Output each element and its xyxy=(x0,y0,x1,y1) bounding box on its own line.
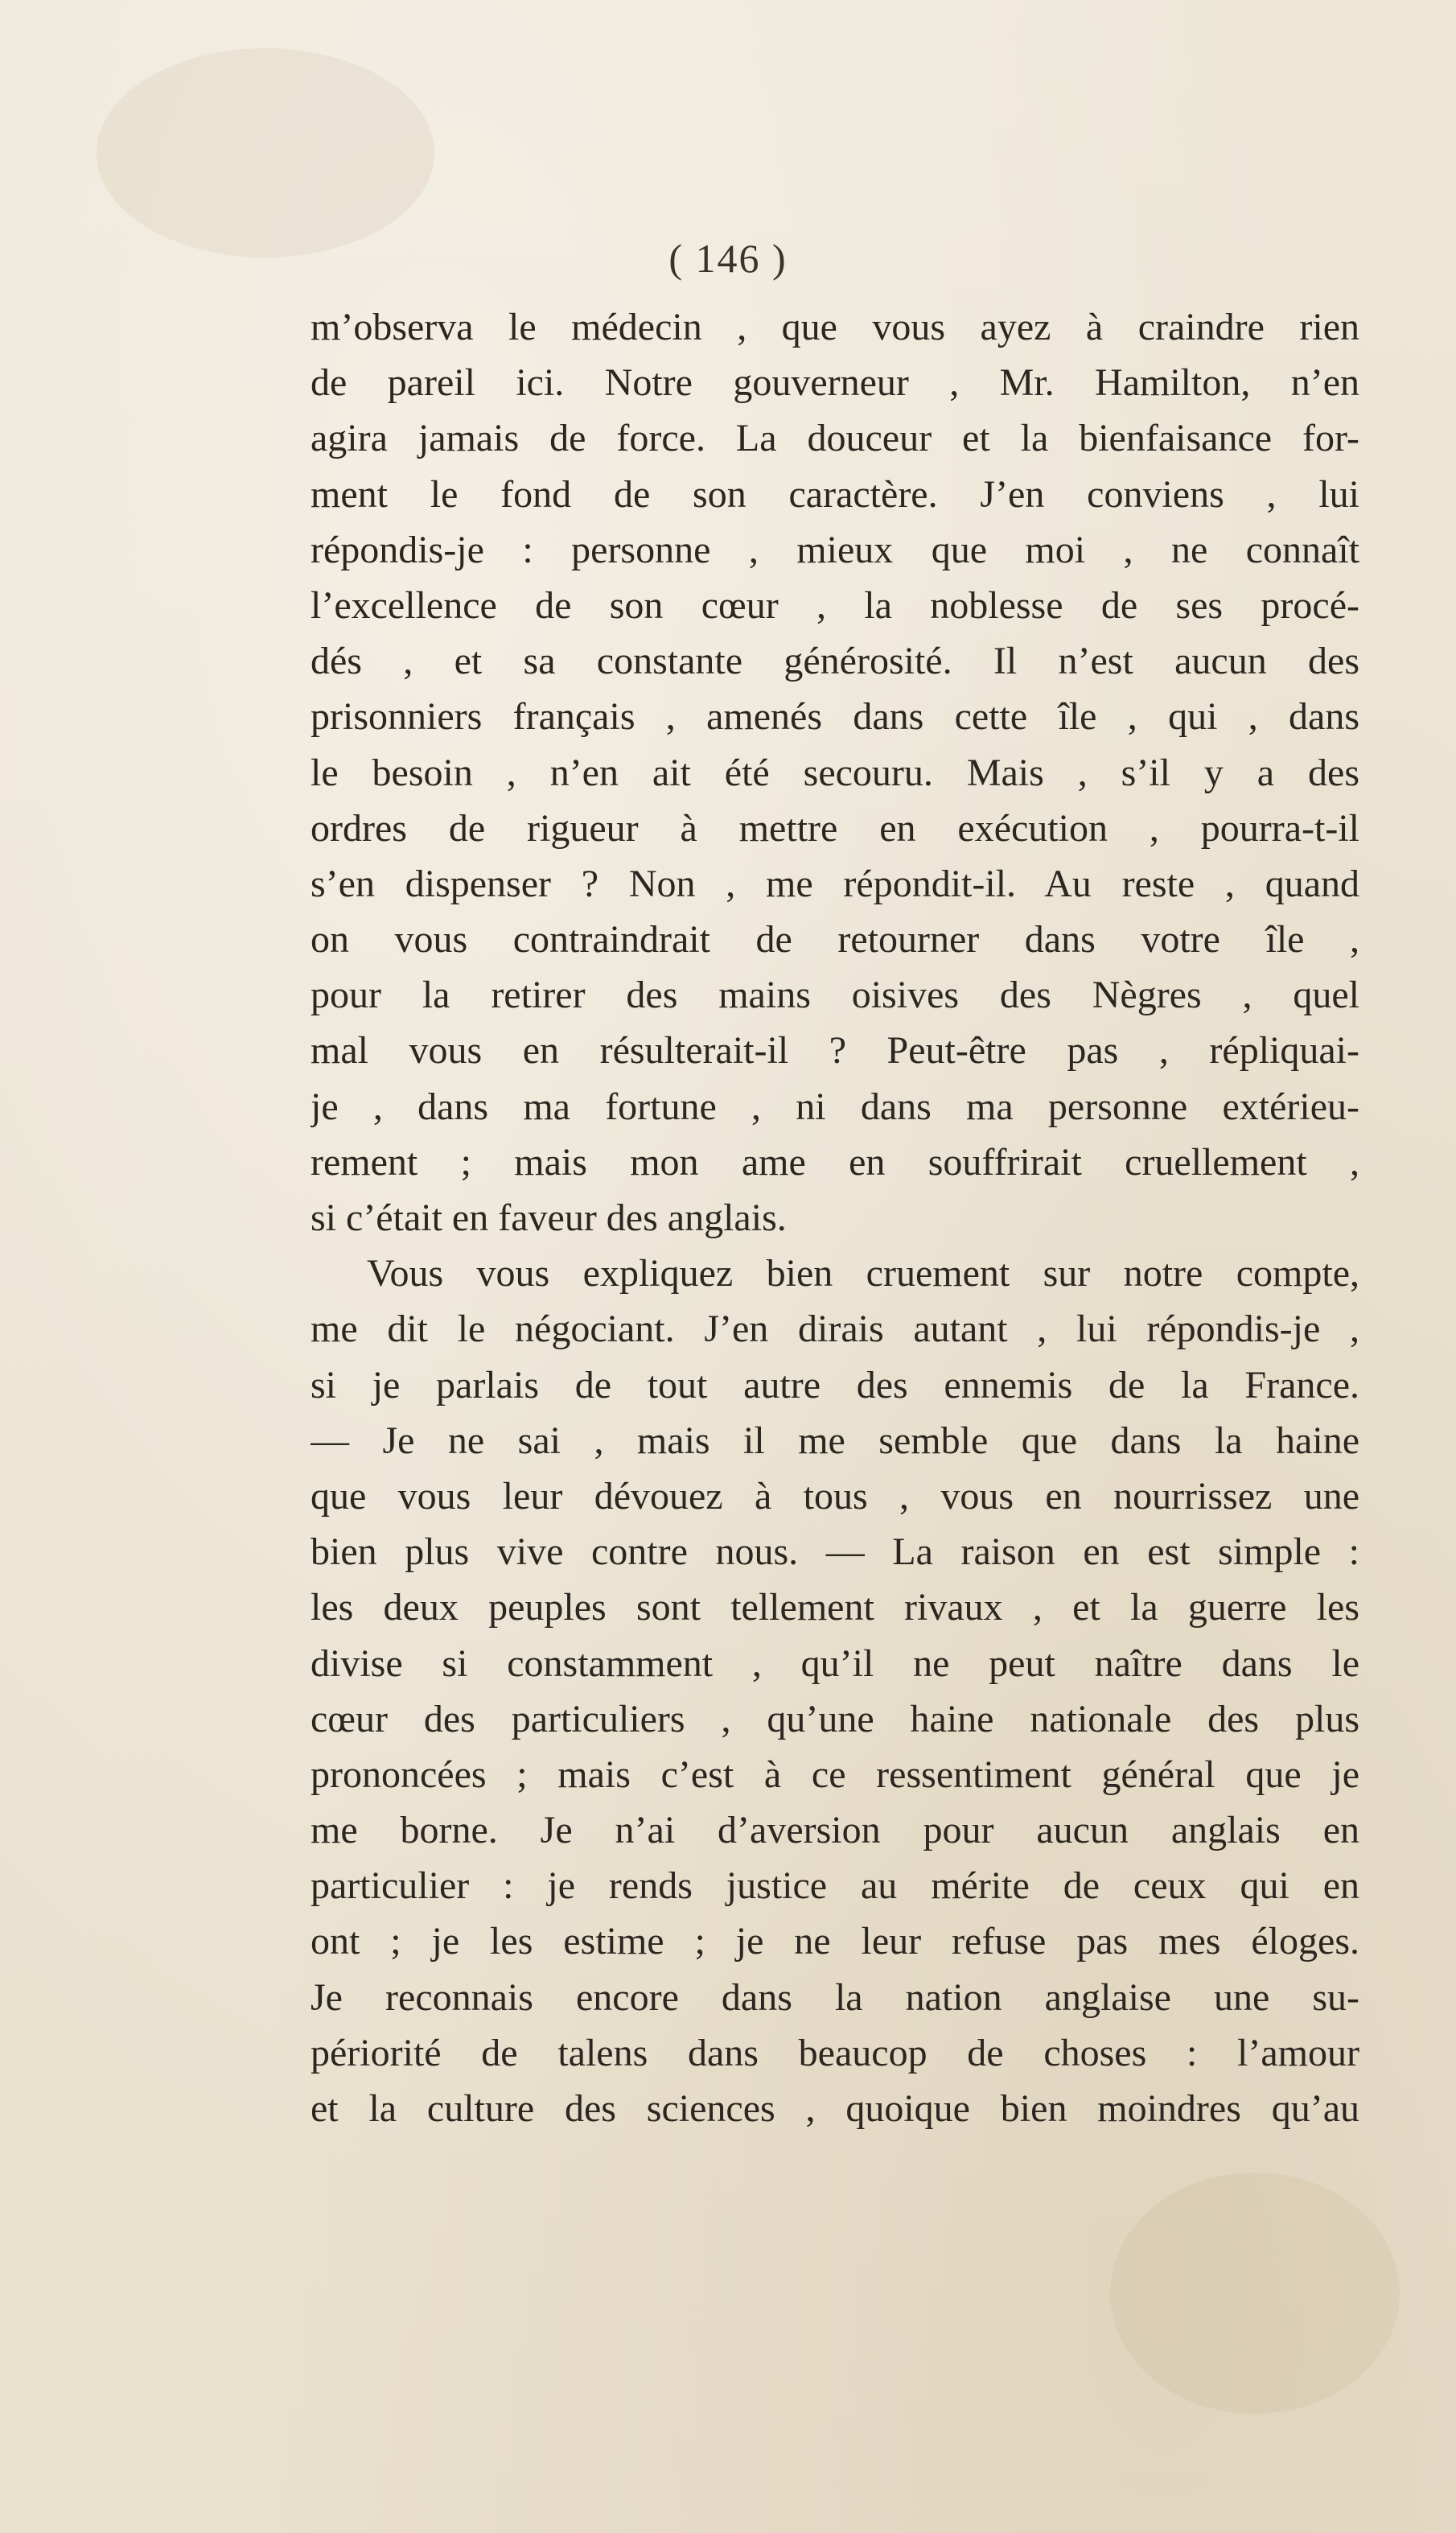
text-line: me dit le négociant. J’en dirais autant , lui répondis-je , xyxy=(311,1308,1359,1351)
paper-stain xyxy=(97,48,434,257)
text-line: — Je ne sai , mais il me semble que dans la haine xyxy=(311,1419,1359,1462)
text-line: Je reconnais encore dans la nation anglaise une su- xyxy=(311,1975,1359,2019)
page-number: ( 146 ) xyxy=(668,236,788,281)
text-line: je , dans ma fortune , ni dans ma personne extérieu- xyxy=(311,1085,1359,1128)
text-line: mal vous en résulterait-il ? Peut-être pas , répliquai- xyxy=(311,1029,1359,1073)
paper-stain xyxy=(1110,2173,1400,2414)
text-line: pour la retirer des mains oisives des Nègres , quel xyxy=(311,974,1359,1017)
text-line: s’en dispenser ? Non , me répondit-il. Au reste , quand xyxy=(311,862,1359,905)
text-line: que vous leur dévouez à tous , vous en nourrissez une xyxy=(311,1474,1359,1518)
text-line: l’excellence de son cœur , la noblesse de ses procé- xyxy=(311,583,1359,627)
text-line: et la culture des sciences , quoique bien moindres qu’au xyxy=(311,2087,1359,2130)
text-line: si c’était en faveur des anglais. xyxy=(311,1196,787,1239)
text-line: ont ; je les estime ; je ne leur refuse pas mes éloges. xyxy=(311,1920,1359,1963)
text-line: Vous vous expliquez bien cruement sur notre compte, xyxy=(367,1252,1359,1295)
text-line: si je parlais de tout autre des ennemis de la France. xyxy=(311,1363,1359,1407)
text-line: me borne. Je n’ai d’aversion pour aucun anglais en xyxy=(311,1809,1359,1852)
text-line: on vous contraindrait de retourner dans votre île , xyxy=(311,918,1359,962)
text-line: bien plus vive contre nous. — La raison en est simple : xyxy=(311,1530,1359,1574)
text-line: périorité de talens dans beaucop de choses : l’amour xyxy=(311,2031,1359,2074)
text-line: particulier : je rends justice au mérite de ceux qui en xyxy=(311,1864,1359,1908)
text-line: ment le fond de son caractère. J’en conviens , lui xyxy=(311,472,1359,516)
text-line: prisonniers français , amenés dans cette île , qui , dans xyxy=(311,695,1359,739)
text-line: le besoin , n’en ait été secouru. Mais , s’il y a des xyxy=(311,751,1359,794)
text-line: les deux peuples sont tellement rivaux , et la guerre les xyxy=(311,1586,1359,1629)
text-body xyxy=(311,299,1359,2136)
text-line: cœur des particuliers , qu’une haine nationale des plus xyxy=(311,1697,1359,1740)
text-line: agira jamais de force. La douceur et la bienfaisance for- xyxy=(311,417,1359,460)
text-line: divise si constamment , qu’il ne peut naître dans le xyxy=(311,1641,1359,1685)
text-line: rement ; mais mon ame en souffrirait cruellement , xyxy=(311,1140,1359,1184)
text-line: prononcées ; mais c’est à ce ressentiment général que je xyxy=(311,1753,1359,1796)
text-line: répondis-je : personne , mieux que moi , ne connaît xyxy=(311,528,1359,571)
text-line: dés , et sa constante générosité. Il n’est aucun des xyxy=(311,640,1359,683)
text-line: m’observa le médecin , que vous ayez à craindre rien xyxy=(311,306,1359,348)
text-line: ordres de rigueur à mettre en exécution , pourra-t-il xyxy=(311,806,1359,850)
text-line: de pareil ici. Notre gouverneur , Mr. Hamilton, n’en xyxy=(311,361,1359,405)
